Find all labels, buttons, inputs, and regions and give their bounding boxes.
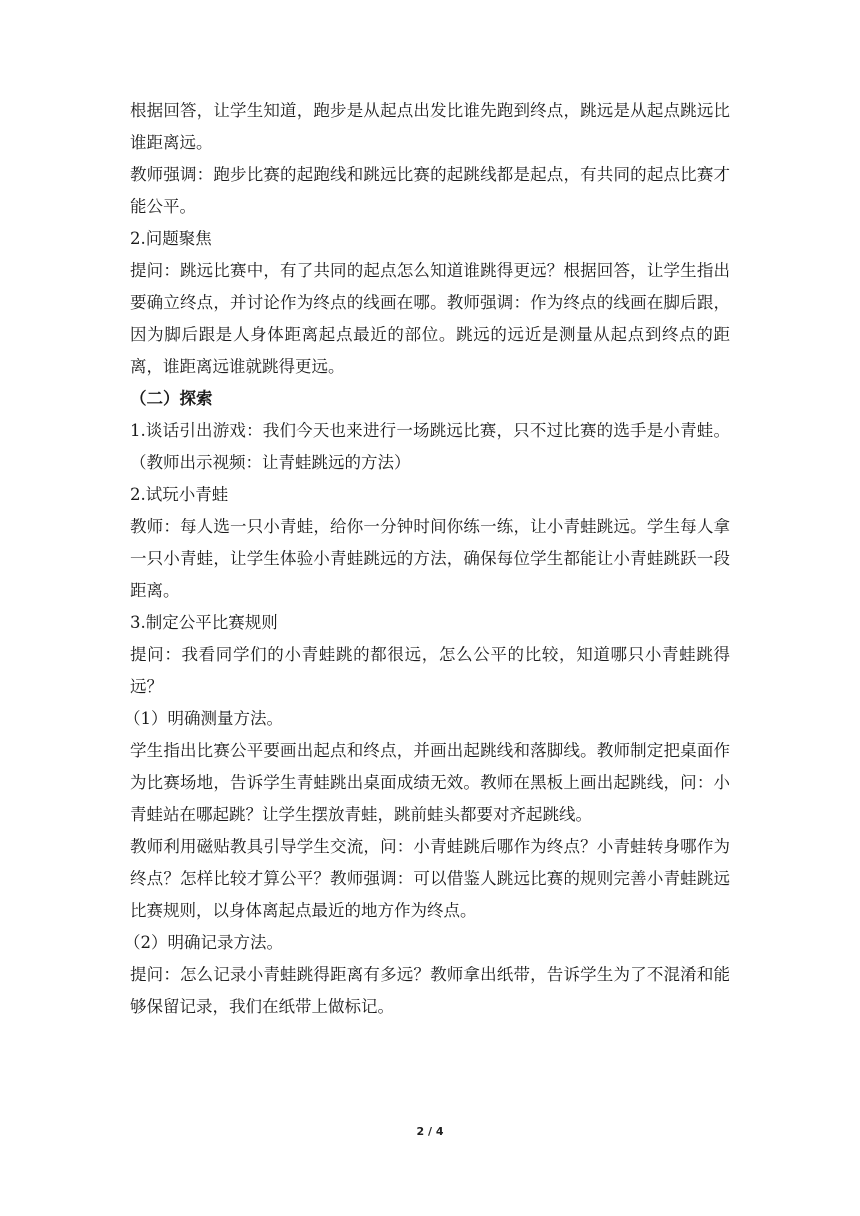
- document-body: [124, 95, 730, 1023]
- paragraph: 1.谈话引出游戏：我们今天也来进行一场跳远比赛，只不过比赛的选手是小青蛙。（教师出示视频：让青蛙跳远的方法）: [130, 421, 730, 472]
- paragraph: （1）明确测量方法。: [124, 709, 283, 728]
- paragraph: 学生指出比赛公平要画出起点和终点，并画出起跳线和落脚线。教师制定把桌面作为比赛场地，告诉学生青蛙跳出桌面成绩无效。教师在黑板上画出起跳线，问：小青蛙站在哪起跳？让学生摆放青蛙，跳前蛙头都要对齐起跳线。: [130, 741, 730, 824]
- paragraph: 2.问题聚焦: [130, 229, 212, 248]
- paragraph: 教师利用磁贴教具引导学生交流，问：小青蛙跳后哪作为终点？小青蛙转身哪作为终点？怎样比较才算公平？教师强调：可以借鉴人跳远比赛的规则完善小青蛙跳远比赛规则，以身体离起点最近的地方作为终点。: [130, 837, 730, 920]
- section-heading: （二）探索: [130, 389, 213, 408]
- paragraph: 提问：怎么记录小青蛙跳得距离有多远？教师拿出纸带，告诉学生为了不混淆和能够保留记录，我们在纸带上做标记。: [130, 965, 730, 1016]
- paragraph: （2）明确记录方法。: [124, 933, 283, 952]
- paragraph: 根据回答，让学生知道，跑步是从起点出发比谁先跑到终点，跳远是从起点跳远比谁距离远。: [130, 101, 730, 152]
- paragraph: 教师：每人选一只小青蛙，给你一分钟时间你练一练，让小青蛙跳远。学生每人拿一只小青蛙，让学生体验小青蛙跳远的方法，确保每位学生都能让小青蛙跳跃一段距离。: [130, 517, 730, 600]
- page-number: 2 / 4: [416, 1125, 444, 1138]
- paragraph: 提问：跳远比赛中，有了共同的起点怎么知道谁跳得更远？根据回答，让学生指出要确立终点，并讨论作为终点的线画在哪。教师强调：作为终点的线画在脚后跟，因为脚后跟是人身体距离起点最近的部位。跳远的远近是测量从起点到终点的距离，谁距离远谁就跳得更远。: [130, 261, 730, 376]
- paragraph: 3.制定公平比赛规则: [130, 613, 278, 632]
- paragraph: 教师强调：跑步比赛的起跑线和跳远比赛的起跳线都是起点，有共同的起点比赛才能公平。: [130, 165, 730, 216]
- paragraph: 2.试玩小青蛙: [130, 485, 229, 504]
- paragraph: 提问：我看同学们的小青蛙跳的都很远，怎么公平的比较，知道哪只小青蛙跳得远？: [130, 645, 730, 696]
